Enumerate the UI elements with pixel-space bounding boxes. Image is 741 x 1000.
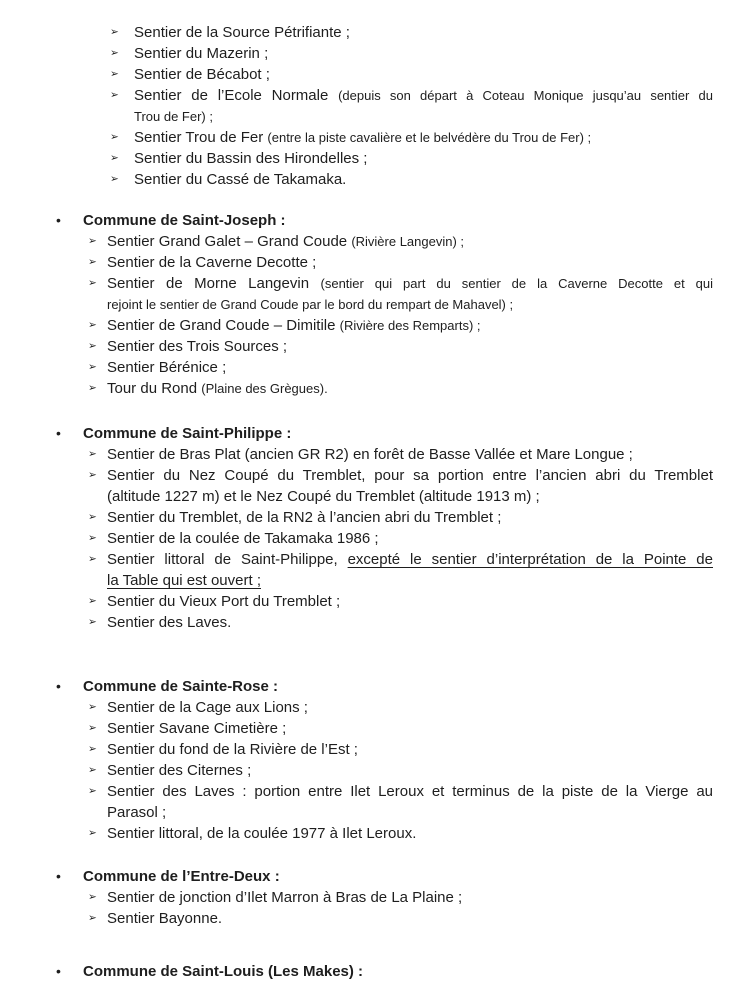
text-run: Sentier Bérénice ; [107, 359, 227, 376]
trail-item-line [107, 802, 713, 823]
trail-item-line [107, 718, 713, 739]
commune-heading-row [0, 866, 741, 887]
trail-item-line [107, 591, 713, 612]
trail-item-line [107, 570, 713, 591]
commune-heading-row [0, 423, 741, 444]
trail-item-line [107, 823, 713, 844]
arrow-bullet-icon: ➢ [110, 131, 119, 143]
trail-list-item [88, 444, 713, 465]
trail-item-line [107, 252, 713, 273]
arrow-bullet-icon: ➢ [110, 47, 119, 59]
arrow-bullet-icon: ➢ [88, 382, 97, 394]
arrow-bullet-icon: ➢ [88, 701, 97, 713]
arrow-bullet-icon: ➢ [88, 532, 97, 544]
arrow-bullet-icon: ➢ [88, 785, 97, 797]
trail-list-continuation [0, 22, 741, 190]
text-run: Sentier des Citernes ; [107, 762, 252, 779]
trail-list-item [88, 760, 713, 781]
commune-heading: Commune de Saint-Philippe : [83, 425, 292, 442]
arrow-bullet-icon: ➢ [88, 235, 97, 247]
arrow-bullet-icon: ➢ [88, 448, 97, 460]
trail-item-text [107, 252, 713, 273]
trail-item-line [134, 22, 713, 43]
trail-list-item [88, 336, 713, 357]
arrow-bullet-icon: ➢ [88, 277, 97, 289]
text-run: Sentier de Grand Coude – Dimitile [107, 317, 340, 334]
arrow-bullet-icon: ➢ [110, 68, 119, 80]
arrow-bullet-icon: ➢ [88, 469, 97, 481]
text-run: Sentier Trou de Fer [134, 129, 268, 146]
trail-item-line [107, 697, 713, 718]
trail-item-text [107, 908, 713, 929]
trail-item-text [107, 465, 713, 507]
arrow-bullet-icon: ➢ [110, 173, 119, 185]
text-run: (Plaine des Grègues). [201, 381, 328, 396]
text-run: Sentier du Vieux Port du Tremblet ; [107, 593, 341, 610]
text-run: Sentier de l’Ecole Normale [134, 87, 339, 104]
arrow-bullet-icon: ➢ [88, 764, 97, 776]
trail-list-item [88, 908, 713, 929]
text-run: Sentier littoral de Saint-Philippe, [107, 551, 348, 568]
trail-list-item [88, 697, 713, 718]
trail-item-line [107, 231, 713, 252]
trail-item-text [107, 444, 713, 465]
text-run: Sentier de Bécabot ; [134, 66, 270, 83]
trail-item-line [107, 315, 713, 336]
trail-item-line [134, 169, 713, 190]
bullet-icon: • [56, 425, 61, 441]
trail-list-item [88, 378, 713, 399]
text-run: Sentier des Laves : portion entre Ilet Leroux et terminus de la piste de la Vierge au [107, 783, 713, 800]
trail-item-text [107, 231, 713, 252]
trail-item-text [107, 887, 713, 908]
arrow-bullet-icon: ➢ [88, 827, 97, 839]
trail-list-item [88, 781, 713, 823]
bullet-icon: • [56, 678, 61, 694]
text-run: Sentier du Cassé de Takamaka. [134, 171, 347, 188]
trail-item-text [107, 507, 713, 528]
commune-section [0, 866, 741, 929]
trail-item-line [107, 444, 713, 465]
bullet-icon: • [56, 963, 61, 979]
trail-item-line [107, 465, 713, 486]
trail-item-text [107, 357, 713, 378]
arrow-bullet-icon: ➢ [88, 912, 97, 924]
trail-list-item [88, 612, 713, 633]
commune-heading: Commune de Saint-Joseph : [83, 212, 286, 229]
trail-list-item [88, 549, 713, 591]
trail-item-line [107, 781, 713, 802]
trail-item-text [107, 336, 713, 357]
trail-item-text [134, 43, 713, 64]
text-run: (depuis son départ à Coteau Monique jusqu’au sentier du [338, 88, 713, 103]
arrow-bullet-icon: ➢ [88, 511, 97, 523]
trail-item-text [107, 760, 713, 781]
commune-heading-row [0, 676, 741, 697]
trail-item-text [134, 22, 713, 43]
arrow-bullet-icon: ➢ [88, 595, 97, 607]
trail-list-item [88, 507, 713, 528]
trail-item-line [107, 887, 713, 908]
arrow-bullet-icon: ➢ [110, 89, 119, 101]
text-run: Sentier Savane Cimetière ; [107, 720, 287, 737]
text-run: Trou de Fer) ; [134, 109, 213, 124]
trail-item-line [107, 378, 713, 399]
text-run: Tour du Rond [107, 380, 202, 397]
trail-list [0, 231, 741, 399]
commune-heading: Commune de Sainte-Rose : [83, 678, 279, 695]
text-run: (altitude 1227 m) et le Nez Coupé du Tremblet (altitude 1913 m) ; [107, 488, 540, 505]
commune-heading: Commune de Saint-Louis (Les Makes) : [83, 963, 364, 980]
commune-section [0, 676, 741, 844]
text-run: Sentier Bayonne. [107, 910, 223, 927]
bullet-icon: • [56, 868, 61, 884]
trail-item-line [107, 486, 713, 507]
trail-list-item [110, 127, 713, 148]
trail-list [0, 697, 741, 844]
trail-item-text [107, 739, 713, 760]
arrow-bullet-icon: ➢ [88, 616, 97, 628]
bullet-icon: • [56, 212, 61, 228]
trail-item-line [134, 127, 713, 148]
trail-item-text [107, 528, 713, 549]
commune-sections [0, 210, 741, 982]
text-run: Sentier des Trois Sources ; [107, 338, 288, 355]
text-run: excepté le sentier d’interprétation de la Pointe de [347, 551, 713, 568]
trail-list-item [88, 252, 713, 273]
arrow-bullet-icon: ➢ [88, 743, 97, 755]
trail-item-line [134, 148, 713, 169]
arrow-bullet-icon: ➢ [88, 340, 97, 352]
trail-list-item [88, 315, 713, 336]
text-run: Sentier littoral, de la coulée 1977 à Ilet Leroux. [107, 825, 417, 842]
trail-list-item [88, 718, 713, 739]
commune-section [0, 423, 741, 633]
text-run: (sentier qui part du sentier de la Caverne Decotte et qui [320, 276, 713, 291]
trail-list-item [110, 43, 713, 64]
text-run: Sentier de la Cage aux Lions ; [107, 699, 308, 716]
commune-heading-row [0, 210, 741, 231]
trail-item-text [134, 64, 713, 85]
trail-item-text [107, 315, 713, 336]
text-run: Sentier du Nez Coupé du Tremblet, pour sa portion entre l’ancien abri du Tremblet [107, 467, 713, 484]
text-run: Sentier de la coulée de Takamaka 1986 ; [107, 530, 379, 547]
text-run: Sentier de Bras Plat (ancien GR R2) en forêt de Basse Vallée et Mare Longue ; [107, 446, 633, 463]
text-run: (entre la piste cavalière et le belvédère du Trou de Fer) ; [267, 130, 592, 145]
arrow-bullet-icon: ➢ [88, 256, 97, 268]
commune-section [0, 961, 741, 982]
text-run: (Rivière des Remparts) ; [339, 318, 481, 333]
trail-list-item [88, 231, 713, 252]
trail-item-line [107, 739, 713, 760]
text-run: Sentier de la Caverne Decotte ; [107, 254, 317, 271]
trail-list-item [110, 22, 713, 43]
trail-item-text [107, 781, 713, 823]
trail-item-line [107, 273, 713, 294]
trail-item-text [107, 697, 713, 718]
arrow-bullet-icon: ➢ [88, 553, 97, 565]
trail-list-item [88, 528, 713, 549]
text-run: Sentier de jonction d’Ilet Marron à Bras de La Plaine ; [107, 889, 463, 906]
trail-list-item [88, 823, 713, 844]
trail-item-text [107, 612, 713, 633]
trail-list [0, 887, 741, 929]
trail-list-item [88, 273, 713, 315]
trail-item-text [107, 549, 713, 591]
trail-item-line [107, 549, 713, 570]
trail-item-text [134, 148, 713, 169]
text-run: Sentier Grand Galet – Grand Coude [107, 233, 352, 250]
trail-list-item [88, 465, 713, 507]
trail-list-item [110, 64, 713, 85]
commune-heading: Commune de l’Entre-Deux : [83, 868, 280, 885]
trail-list-item [110, 85, 713, 127]
trail-item-line [107, 294, 713, 315]
trail-list-item [88, 357, 713, 378]
trail-list-item [110, 169, 713, 190]
trail-item-line [107, 760, 713, 781]
text-run: (Rivière Langevin) ; [351, 234, 465, 249]
trail-item-line [107, 528, 713, 549]
trail-item-text [134, 85, 713, 127]
trail-item-text [107, 718, 713, 739]
trail-item-line [107, 507, 713, 528]
trail-item-text [134, 127, 713, 148]
text-run: la Table qui est ouvert ; [107, 572, 261, 589]
text-run: Sentier de la Source Pétrifiante ; [134, 24, 350, 41]
trail-item-line [134, 43, 713, 64]
trail-item-line [134, 106, 713, 127]
trail-item-text [107, 823, 713, 844]
arrow-bullet-icon: ➢ [88, 722, 97, 734]
text-run: Sentier des Laves. [107, 614, 232, 631]
text-run: rejoint le sentier de Grand Coude par le bord du rempart de Mahavel) ; [107, 297, 514, 312]
trail-item-text [107, 273, 713, 315]
trail-item-text [107, 591, 713, 612]
text-run: Sentier du Tremblet, de la RN2 à l’ancien abri du Tremblet ; [107, 509, 502, 526]
trail-item-text [107, 378, 713, 399]
trail-list [0, 444, 741, 633]
trail-item-line [107, 908, 713, 929]
arrow-bullet-icon: ➢ [110, 26, 119, 38]
commune-section [0, 210, 741, 399]
text-run: Sentier du Mazerin ; [134, 45, 269, 62]
trail-list-item [88, 591, 713, 612]
arrow-bullet-icon: ➢ [110, 152, 119, 164]
text-run: Sentier du fond de la Rivière de l’Est ; [107, 741, 358, 758]
text-run: Parasol ; [107, 804, 167, 821]
arrow-bullet-icon: ➢ [88, 361, 97, 373]
trail-item-line [134, 85, 713, 106]
trail-item-line [134, 64, 713, 85]
text-run: Sentier de Morne Langevin [107, 275, 321, 292]
trail-item-line [107, 357, 713, 378]
trail-list-item [88, 739, 713, 760]
text-run: Sentier du Bassin des Hirondelles ; [134, 150, 368, 167]
trail-list-item [110, 148, 713, 169]
arrow-bullet-icon: ➢ [88, 319, 97, 331]
commune-heading-row [0, 961, 741, 982]
trail-item-line [107, 336, 713, 357]
trail-item-text [134, 169, 713, 190]
trail-item-line [107, 612, 713, 633]
trail-list-item [88, 887, 713, 908]
arrow-bullet-icon: ➢ [88, 891, 97, 903]
